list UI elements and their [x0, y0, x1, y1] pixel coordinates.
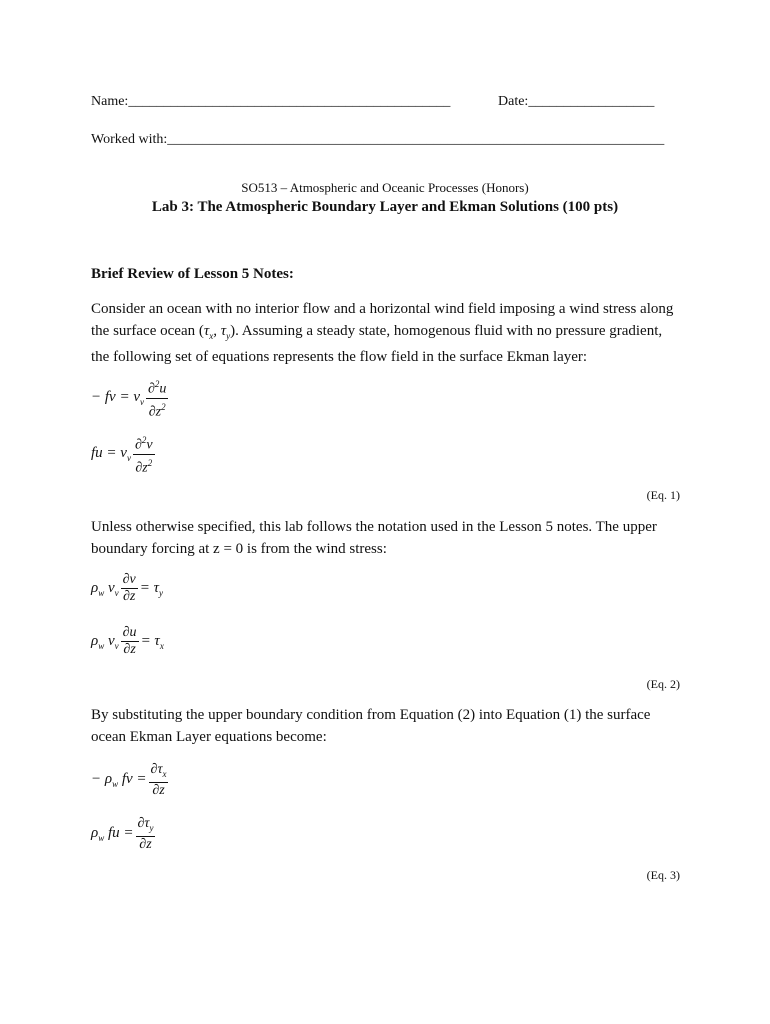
- date-line: Date:__________________: [498, 94, 655, 109]
- intro-line-3: the following set of equations represents the flow field in the surface Ekman layer:: [91, 349, 588, 365]
- substitution-line-2: ocean Ekman Layer equations become:: [91, 728, 327, 745]
- intro-paragraph: [91, 299, 691, 369]
- intro-line-2: the surface ocean ($\tau_x$, $\tau_y$). Assuming a steady state, homogenous fluid with no pressure gradient,: [91, 322, 663, 341]
- equation-3a: − $\rho_w$ fv = $\frac{\partial\tau_x}{\partial z}$: [91, 762, 167, 798]
- notation-line-1: Unless otherwise specified, this lab follows the notation used in the Lesson 5 notes. The upper: [91, 519, 657, 535]
- course-title: SO513 – Atmospheric and Oceanic Processes (Honors): [241, 180, 529, 195]
- name-line: Name:______________________________________________: [91, 94, 451, 109]
- equation-2-label: (Eq. 2): [646, 677, 680, 691]
- equation-1b: fu = $\nu_v$ $\frac{\partial^2v}{\partial z^2}$: [91, 432, 157, 476]
- equation-1a: − fv = $\nu_v$ $\frac{\partial^2u}{\partial z^2}$: [91, 376, 170, 420]
- equation-1-label: (Eq. 1): [646, 488, 680, 502]
- substitution-paragraph: [91, 705, 691, 748]
- notation-line-2: boundary forcing at z = 0 is from the wind stress:: [91, 540, 387, 557]
- equation-3-label: (Eq. 3): [646, 868, 680, 882]
- equation-3b: $\rho_w$ fu = $\frac{\partial\tau_y}{\partial z}$: [91, 816, 154, 852]
- equation-2b: $\rho_w$ $\nu_v$ $\frac{\partial u}{\partial z}$ = $\tau_x$: [91, 625, 164, 657]
- equation-2a: $\rho_w$ $\nu_v$ $\frac{\partial v}{\partial z}$ = $\tau_y$: [91, 572, 164, 604]
- substitution-line-1: By substituting the upper boundary condition from Equation (2) into Equation (1) the surface: [91, 707, 651, 723]
- section-heading: Brief Review of Lesson 5 Notes:: [91, 266, 294, 282]
- worked-with-line: Worked with:_______________________________________________________________________: [91, 132, 665, 147]
- notation-paragraph: [91, 517, 691, 560]
- lab-title: Lab 3: The Atmospheric Boundary Layer and Ekman Solutions (100 pts): [151, 199, 619, 215]
- intro-line-1: Consider an ocean with no interior flow and a horizontal wind field imposing a wind stress along: [91, 301, 674, 317]
